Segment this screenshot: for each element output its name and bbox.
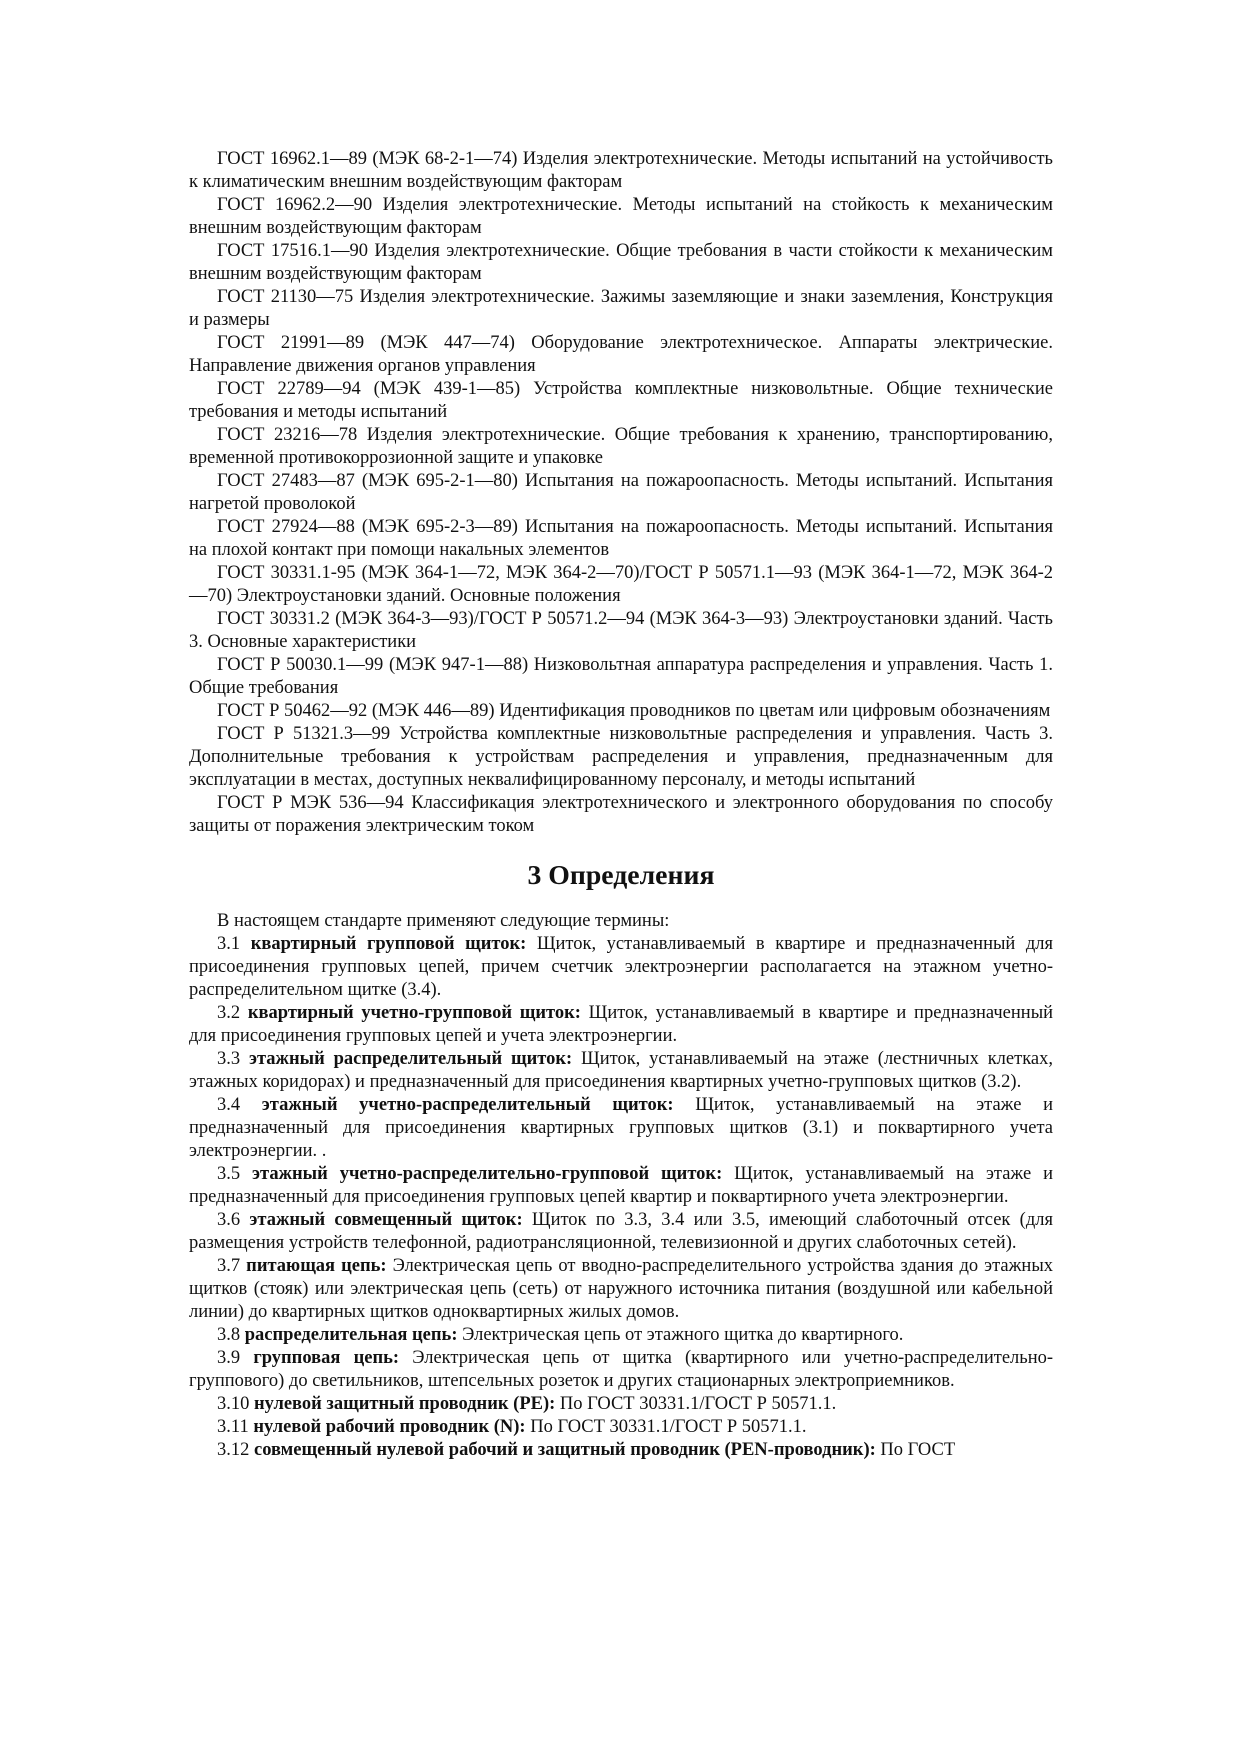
definition-number: 3.2: [217, 1003, 248, 1023]
document-page: [189, 148, 1053, 1462]
reference-item: ГОСТ 23216—78 Изделия электротехнические. Общие требования к хранению, транспортированию, временной противокоррозионной защите и упаковке: [189, 425, 1053, 468]
definition-item: [189, 1002, 1053, 1048]
section-heading: 3 Определения: [527, 860, 715, 891]
reference-item: ГОСТ 21991—89 (МЭК 447—74) Оборудование электротехническое. Аппараты электрические. Направление движения органов управления: [189, 333, 1053, 376]
definition-term: этажный распределительный щиток:: [249, 1049, 573, 1069]
reference-item: ГОСТ 16962.2—90 Изделия электротехнические. Методы испытаний на стойкость к механическим внешним воздействующим факторам: [189, 195, 1053, 238]
definitions-list: [189, 933, 1053, 1462]
definition-term: групповая цепь:: [253, 1348, 400, 1368]
definition-term: этажный учетно-распределительный щиток:: [261, 1095, 674, 1115]
reference-item: ГОСТ 16962.1—89 (МЭК 68-2-1—74) Изделия электротехнические. Методы испытаний на устойчивость к климатическим внешним воздействующим факторам: [189, 149, 1053, 192]
reference-item: ГОСТ 27924—88 (МЭК 695-2-3—89) Испытания на пожароопасность. Методы испытаний. Испытания на плохой контакт при помощи накальных элементов: [189, 517, 1053, 560]
reference-item: ГОСТ 27483—87 (МЭК 695-2-1—80) Испытания на пожароопасность. Методы испытаний. Испытания нагретой проволокой: [189, 471, 1053, 514]
definition-text: Электрическая цепь от этажного щитка до квартирного.: [457, 1325, 904, 1345]
definition-item: [189, 1439, 1053, 1462]
definition-item: [189, 1048, 1053, 1094]
definition-item: [189, 1209, 1053, 1255]
definition-text: Электрическая цепь от вводно-распределительного устройства здания до этажных щитков (стояк) или электрическая цепь (сеть) от наружного источника питания (воздушной или кабельной линии) до квартирных щитков одноквартирных жилых домов.: [189, 1256, 1054, 1322]
definition-item: [189, 1347, 1053, 1393]
definition-number: 3.6: [217, 1210, 250, 1230]
definition-item: [189, 1393, 1053, 1416]
reference-item: ГОСТ 17516.1—90 Изделия электротехнические. Общие требования в части стойкости к механическим внешним воздействующим факторам: [189, 241, 1053, 284]
definition-number: 3.9: [217, 1348, 254, 1368]
references-list: [189, 148, 1053, 838]
definition-number: 3.1: [217, 934, 251, 954]
reference-item: ГОСТ Р 50462—92 (МЭК 446—89) Идентификация проводников по цветам или цифровым обозначениям: [217, 701, 1051, 721]
definition-number: 3.8: [217, 1325, 245, 1345]
definition-text: Электрическая цепь от щитка (квартирного или учетно-распределительно-группового) до светильников, штепсельных розеток и других стационарных электроприемников.: [189, 1348, 1054, 1391]
definition-term: совмещенный нулевой рабочий и защитный проводник (PEN-проводник):: [254, 1440, 876, 1460]
definition-item: [189, 1324, 1053, 1347]
definition-number: 3.4: [217, 1095, 262, 1115]
definition-number: 3.7: [217, 1256, 247, 1276]
definition-text: Щиток по 3.3, 3.4 или 3.5, имеющий слаботочный отсек (для размещения устройств телефонной, радиотрансляционной, телевизионной и других слаботочных сетей).: [189, 1210, 1053, 1253]
definitions-intro: В настоящем стандарте применяют следующие термины:: [217, 911, 670, 931]
definition-text: По ГОСТ 30331.1/ГОСТ Р 50571.1.: [525, 1417, 807, 1437]
definition-number: 3.5: [217, 1164, 253, 1184]
definition-term: питающая цепь:: [246, 1256, 387, 1276]
definition-item: [189, 1094, 1053, 1163]
definition-text: Щиток, устанавливаемый в квартире и предназначенный для присоединения групповых цепей, причем счетчик электроэнергии располагается на этажном учетно-распределительном щитке (3.4).: [189, 934, 1054, 1000]
definition-number: 3.3: [217, 1049, 249, 1069]
definition-number: 3.10: [217, 1394, 254, 1414]
reference-item: ГОСТ Р 50030.1—99 (МЭК 947-1—88) Низковольтная аппаратура распределения и управления. Часть 1. Общие требования: [189, 655, 1053, 698]
definition-term: этажный совмещенный щиток:: [249, 1210, 523, 1230]
definition-term: нулевой защитный проводник (PE):: [254, 1394, 556, 1414]
definition-number: 3.12: [217, 1440, 254, 1460]
definition-term: квартирный групповой щиток:: [250, 934, 527, 954]
definition-term: этажный учетно-распределительно-групповой щиток:: [252, 1164, 723, 1184]
definition-term: квартирный учетно-групповой щиток:: [247, 1003, 581, 1023]
definition-text: По ГОСТ: [875, 1440, 956, 1460]
reference-item: ГОСТ 22789—94 (МЭК 439-1—85) Устройства комплектные низковольтные. Общие технические требования и методы испытаний: [189, 379, 1053, 422]
reference-item: ГОСТ Р МЭК 536—94 Классификация электротехнического и электронного оборудования по способу защиты от поражения электрическим током: [189, 793, 1053, 836]
reference-item: ГОСТ Р 51321.3—99 Устройства комплектные низковольтные распределения и управления. Часть 3. Дополнительные требования к устройствам распределения и управления, предназначенным для эксплуатации в местах, доступных неквалифицированному персоналу, и методы испытаний: [189, 724, 1053, 790]
definition-item: [189, 1255, 1053, 1324]
definition-number: 3.11: [217, 1417, 254, 1437]
definition-text: Щиток, устанавливаемый на этаже (лестничных клетках, этажных коридорах) и предназначенный для присоединения квартирных учетно-групповых щитков (3.2).: [189, 1049, 1054, 1092]
definition-text: Щиток, устанавливаемый на этаже и предназначенный для присоединения квартирных групповых щитков (3.1) и поквартирного учета электроэнергии. .: [189, 1095, 1053, 1161]
definition-item: [189, 933, 1053, 1002]
definition-text: По ГОСТ 30331.1/ГОСТ Р 50571.1.: [555, 1394, 837, 1414]
definition-term: нулевой рабочий проводник (N):: [253, 1417, 526, 1437]
definition-text: Щиток, устанавливаемый в квартире и предназначенный для присоединения групповых цепей и учета электроэнергии.: [189, 1003, 1054, 1046]
reference-item: ГОСТ 30331.1-95 (МЭК 364-1—72, МЭК 364-2—70)/ГОСТ Р 50571.1—93 (МЭК 364-1—72, МЭК 364-2—70) Электроустановки зданий. Основные положения: [189, 563, 1053, 606]
definition-term: распределительная цепь:: [244, 1325, 458, 1345]
definition-item: [189, 1163, 1053, 1209]
definition-item: [189, 1416, 1053, 1439]
definition-text: Щиток, устанавливаемый на этаже и предназначенный для присоединения групповых цепей квартир и поквартирного учета электроэнергии.: [189, 1164, 1053, 1207]
reference-item: ГОСТ 30331.2 (МЭК 364-3—93)/ГОСТ Р 50571.2—94 (МЭК 364-3—93) Электроустановки зданий. Часть 3. Основные характеристики: [189, 609, 1053, 652]
reference-item: ГОСТ 21130—75 Изделия электротехнические. Зажимы заземляющие и знаки заземления, Конструкция и размеры: [189, 287, 1053, 330]
